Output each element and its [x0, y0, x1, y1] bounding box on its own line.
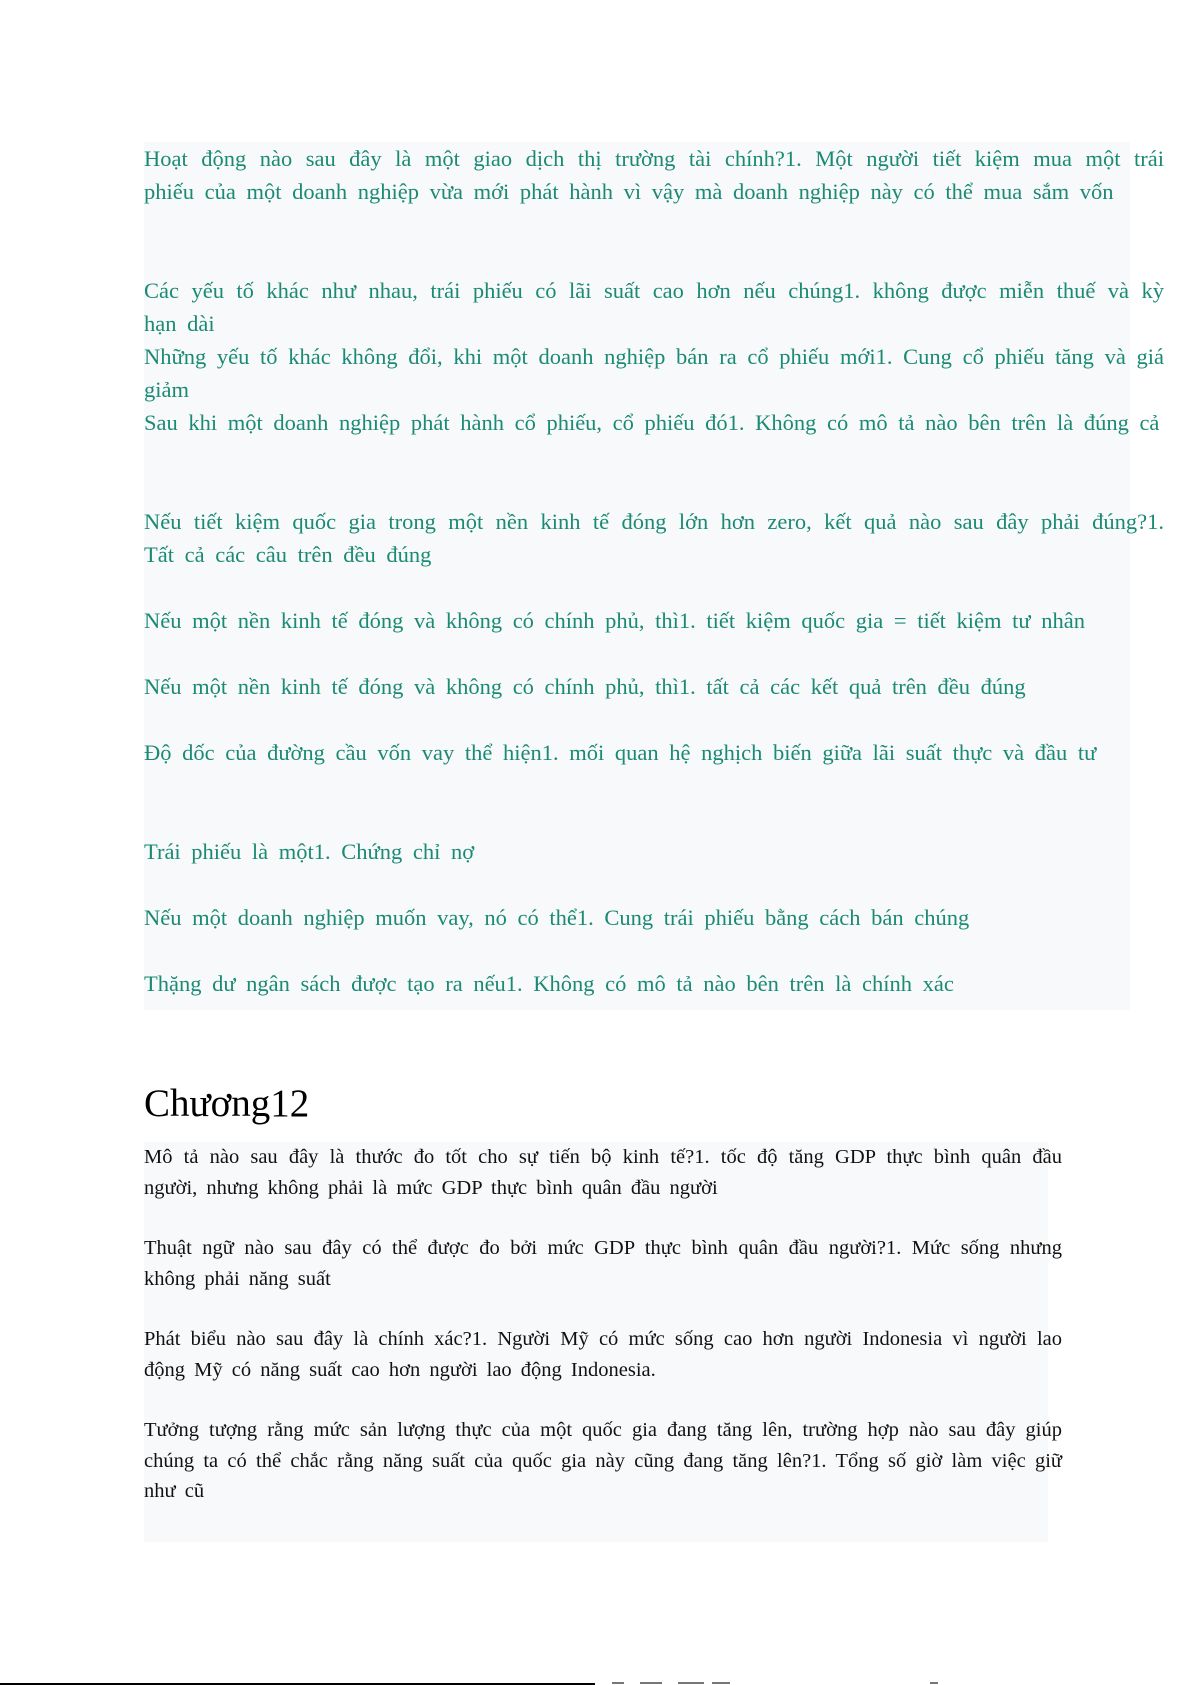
next-page-edge — [612, 1680, 942, 1685]
qa2-item-4: Tưởng tượng rằng mức sản lượng thực của một quốc gia đang tăng lên, trường hợp nào sau đây giúp chúng ta có thể chắc rằng năng suất của quốc gia này cũng đang tăng lên?1. Tổng số giờ làm việc giữ như cũ — [144, 1419, 1062, 1502]
qa-item-1: Hoạt động nào sau đây là một giao dịch thị trường tài chính?1. Một người tiết kiệm mua một trái phiếu của một doanh nghiệp vừa mới phát hành vì vậy mà doanh nghiệp này có thể mua sắm vốn — [144, 146, 1164, 204]
qa-item-8: Độ dốc của đường cầu vốn vay thể hiện1. mối quan hệ nghịch biến giữa lãi suất thực và đầu tư — [144, 740, 1097, 765]
qa-item-11: Thặng dư ngân sách được tạo ra nếu1. Không có mô tả nào bên trên là chính xác — [144, 971, 954, 996]
qa-item-4: Sau khi một doanh nghiệp phát hành cổ phiếu, cổ phiếu đó1. Không có mô tả nào bên trên là đúng cả — [144, 410, 1160, 435]
qa2-item-2: Thuật ngữ nào sau đây có thể được đo bởi mức GDP thực bình quân đầu người?1. Mức sống nhưng không phải năng suất — [144, 1237, 1062, 1290]
qa-item-10: Nếu một doanh nghiệp muốn vay, nó có thể1. Cung trái phiếu bằng cách bán chúng — [144, 905, 970, 930]
chapter-heading: Chương12 — [144, 1082, 310, 1125]
qa2-item-3: Phát biểu nào sau đây là chính xác?1. Người Mỹ có mức sống cao hơn người Indonesia vì người lao động Mỹ có năng suất cao hơn người lao động Indonesia. — [144, 1328, 1062, 1381]
qa-item-9: Trái phiếu là một1. Chứng chỉ nợ — [144, 839, 475, 864]
flashcard-block-1 — [144, 142, 1164, 1010]
flashcard-block-2 — [144, 1142, 1062, 1542]
qa-item-5: Nếu tiết kiệm quốc gia trong một nền kinh tế đóng lớn hơn zero, kết quả nào sau đây phải đúng?1. Tất cả các câu trên đều đúng — [144, 509, 1164, 567]
qa-item-6: Nếu một nền kinh tế đóng và không có chính phủ, thì1. tiết kiệm quốc gia = tiết kiệm tư nhân — [144, 608, 1085, 633]
qa2-item-1: Mô tả nào sau đây là thước đo tốt cho sự tiến bộ kinh tế?1. tốc độ tăng GDP thực bình quân đầu người, nhưng không phải là mức GDP thực bình quân đầu người — [144, 1146, 1062, 1199]
qa-item-3: Những yếu tố khác không đổi, khi một doanh nghiệp bán ra cổ phiếu mới1. Cung cổ phiếu tăng và giá giảm — [144, 344, 1164, 402]
qa-item-7: Nếu một nền kinh tế đóng và không có chính phủ, thì1. tất cả các kết quả trên đều đúng — [144, 674, 1026, 699]
qa-item-2: Các yếu tố khác như nhau, trái phiếu có lãi suất cao hơn nếu chúng1. không được miễn thuế và kỳ hạn dài — [144, 278, 1164, 336]
